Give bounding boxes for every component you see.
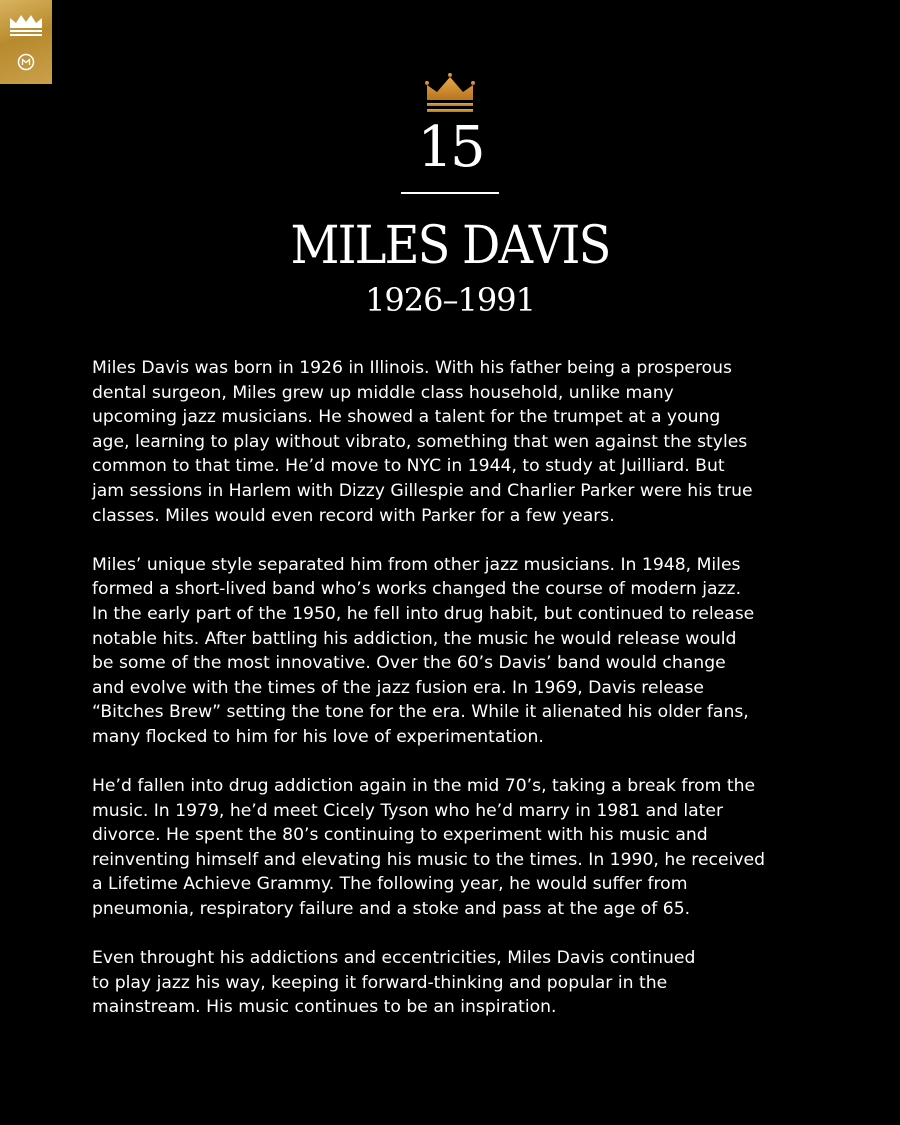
life-years: 1926–1991 bbox=[365, 281, 535, 319]
header bbox=[0, 70, 900, 318]
person-name: MILES DAVIS bbox=[290, 216, 610, 276]
paragraph: He’d fallen into drug addiction again in the mid 70’s, taking a break from the music. In 1979, he’d meet Cicely Tyson who he’d marry in 1981 and later divorce. He spent the 80’s continuing to experiment with his music and reinventing himself and elevating his music to the times. In 1990, he received a Lifetime Achieve Grammy. The following year, he would suffer from pneumonia, respiratory failure and a stoke and pass at the age of 65. bbox=[92, 776, 765, 920]
biography bbox=[92, 356, 812, 1045]
crown-icon bbox=[10, 15, 42, 36]
paragraph: Even throught his addictions and eccentricities, Miles Davis continued to play jazz his way, keeping it forward-thinking and popular in the mainstream. His music continues to be an inspiration. bbox=[92, 948, 696, 1018]
crown-icon bbox=[423, 70, 477, 114]
rank-number: 15 bbox=[417, 115, 483, 180]
paragraph: Miles Davis was born in 1926 in Illinois. With his father being a prosperous dental surgeon, Miles grew up middle class household, unlike many upcoming jazz musicians. He showed a talent for the trumpet at a young age, learning to play without vibrato, something that wen against the styles common to that time. He’d move to NYC in 1944, to study at Juilliard. But jam sessions in Harlem with Dizzy Gillespie and Charlier Parker were his true classes. Miles would even record with Parker for a few years. bbox=[92, 358, 753, 526]
divider bbox=[401, 192, 499, 194]
paragraph: Miles’ unique style separated him from other jazz musicians. In 1948, Miles formed a short-lived band who’s works changed the course of modern jazz. In the early part of the 1950, he fell into drug habit, but continued to release notable hits. After battling his addiction, the music he would release would be some of the most innovative. Over the 60’s Davis’ band would change and evolve with the times of the jazz fusion era. In 1969, Davis release “Bitches Brew” setting the tone for the era. While it alienated his older fans, many flocked to him for his love of experimentation. bbox=[92, 554, 755, 747]
logo-emblem-icon bbox=[19, 55, 34, 70]
